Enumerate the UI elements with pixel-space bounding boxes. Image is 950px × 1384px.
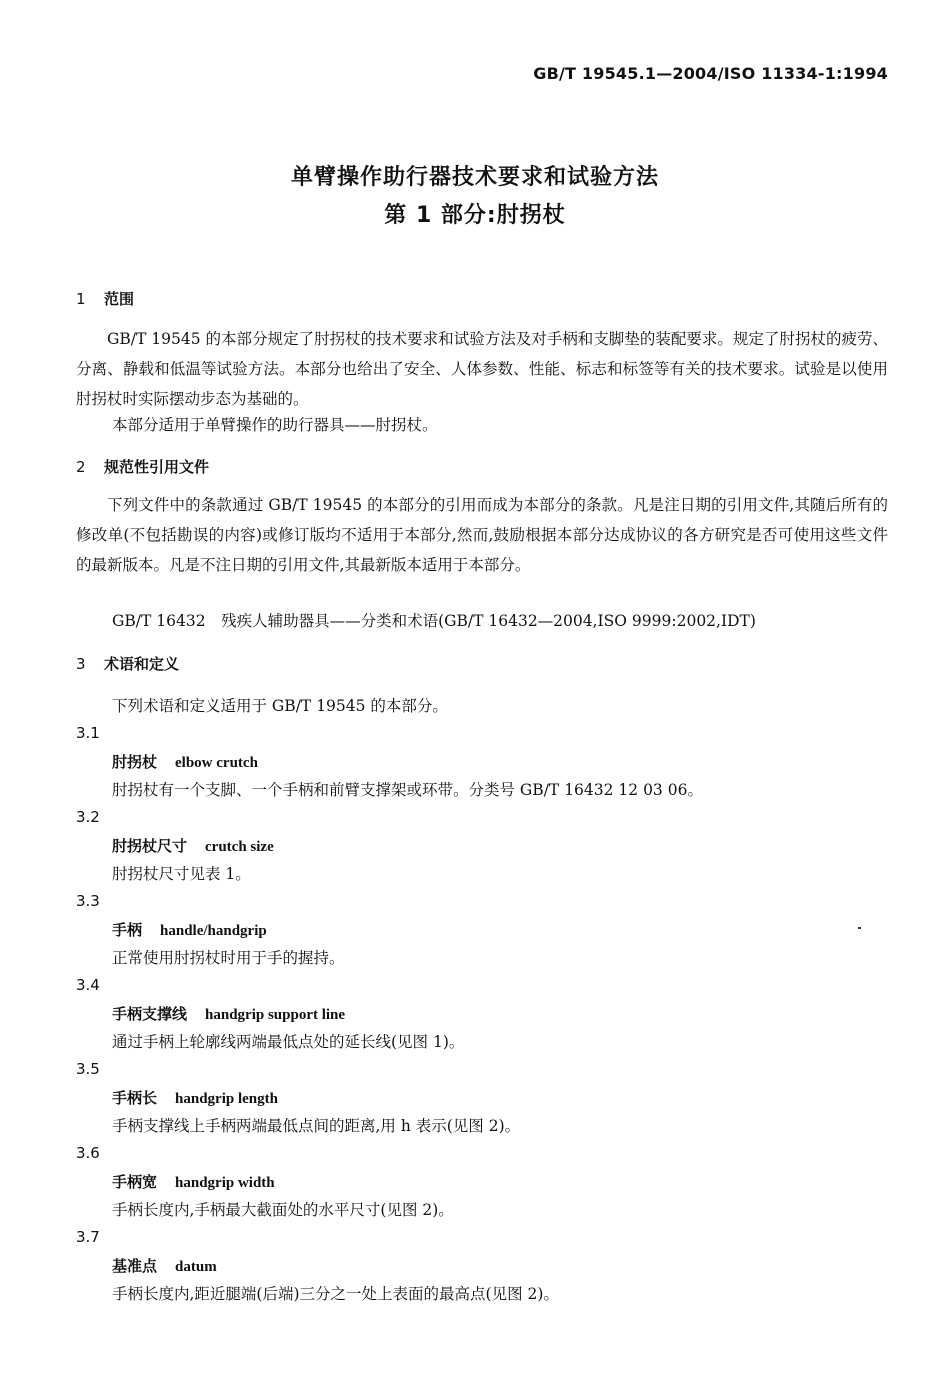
normative-references-paragraph: 下列文件中的条款通过 GB/T 19545 的本部分的引用而成为本部分的条款。凡是注日期的引用文件,其随后所有的修改单(不包括勘误的内容)或修订版均不适用于本部分,然而,鼓励根据本部分达成协议的各方研究是否可使用这些文件的最新版本。凡是不注日期的引用文件,其最新版本适用于本部分。 bbox=[76, 496, 888, 574]
term-en: handgrip support line bbox=[205, 1007, 346, 1023]
section-title: 范围 bbox=[104, 290, 135, 308]
scan-speck bbox=[858, 927, 861, 929]
clause-number: 3.4 bbox=[76, 976, 100, 994]
term-zh: 肘拐杖尺寸 bbox=[112, 837, 188, 855]
section-number: 1 bbox=[76, 290, 86, 308]
clause-number: 3.2 bbox=[76, 808, 100, 826]
section-title: 术语和定义 bbox=[104, 655, 180, 673]
term-entry bbox=[112, 919, 267, 940]
term-en: handgrip width bbox=[175, 1175, 275, 1191]
clause-number: 3.3 bbox=[76, 892, 100, 910]
term-definition: 通过手柄上轮廓线两端最低点处的延长线(见图 1)。 bbox=[112, 1033, 465, 1051]
term-entry bbox=[112, 1003, 345, 1024]
term-zh: 肘拐杖 bbox=[112, 753, 158, 771]
term-en: handle/handgrip bbox=[160, 923, 267, 939]
term-entry bbox=[112, 1087, 278, 1108]
reference-entry: GB/T 16432 残疾人辅助器具——分类和术语(GB/T 16432—2004,ISO 9999:2002,IDT) bbox=[112, 612, 756, 630]
scope-paragraph: GB/T 19545 的本部分规定了肘拐杖的技术要求和试验方法及对手柄和支脚垫的装配要求。规定了肘拐杖的疲劳、分离、静载和低温等试验方法。本部分也给出了安全、人体参数、性能、标志和标签等有关的技术要求。试验是以使用肘拐杖时实际摆动步态为基础的。 bbox=[76, 330, 888, 408]
section-number: 3 bbox=[76, 655, 86, 673]
clause-number: 3.6 bbox=[76, 1144, 100, 1162]
section-number: 2 bbox=[76, 458, 86, 476]
term-definition: 肘拐杖有一个支脚、一个手柄和前臂支撑架或环带。分类号 GB/T 16432 12 03 06。 bbox=[112, 781, 703, 799]
clause-number: 3.5 bbox=[76, 1060, 100, 1078]
term-definition: 手柄长度内,手柄最大截面处的水平尺寸(见图 2)。 bbox=[112, 1201, 454, 1219]
term-zh: 手柄长 bbox=[112, 1089, 158, 1107]
term-en: datum bbox=[175, 1259, 217, 1275]
section-1-heading bbox=[76, 288, 134, 309]
document-title: 单臂操作助行器技术要求和试验方法 bbox=[290, 165, 659, 190]
standard-code: GB/T 19545.1—2004/ISO 11334-1:1994 bbox=[533, 64, 888, 83]
term-definition: 正常使用肘拐杖时用于手的握持。 bbox=[112, 949, 345, 967]
term-zh: 手柄宽 bbox=[112, 1173, 158, 1191]
term-entry bbox=[112, 751, 258, 772]
term-zh: 手柄 bbox=[112, 921, 143, 939]
scope-applicability: 本部分适用于单臂操作的助行器具——肘拐杖。 bbox=[112, 416, 438, 434]
term-definition: 肘拐杖尺寸见表 1。 bbox=[112, 865, 251, 883]
term-en: handgrip length bbox=[175, 1091, 278, 1107]
term-en: elbow crutch bbox=[175, 755, 258, 771]
term-zh: 基准点 bbox=[112, 1257, 158, 1275]
term-en: crutch size bbox=[205, 839, 274, 855]
term-entry bbox=[112, 1255, 217, 1276]
term-entry bbox=[112, 835, 274, 856]
section-title: 规范性引用文件 bbox=[104, 458, 210, 476]
term-entry bbox=[112, 1171, 275, 1192]
section-3-heading bbox=[76, 653, 179, 674]
clause-number: 3.1 bbox=[76, 724, 100, 742]
term-zh: 手柄支撑线 bbox=[112, 1005, 188, 1023]
document-subtitle: 第 1 部分:肘拐杖 bbox=[384, 203, 566, 228]
section-2-heading bbox=[76, 456, 209, 477]
term-definition: 手柄长度内,距近腿端(后端)三分之一处上表面的最高点(见图 2)。 bbox=[112, 1285, 559, 1303]
clause-number: 3.7 bbox=[76, 1228, 100, 1246]
terms-intro: 下列术语和定义适用于 GB/T 19545 的本部分。 bbox=[112, 697, 448, 715]
term-definition: 手柄支撑线上手柄两端最低点间的距离,用 h 表示(见图 2)。 bbox=[112, 1117, 521, 1135]
